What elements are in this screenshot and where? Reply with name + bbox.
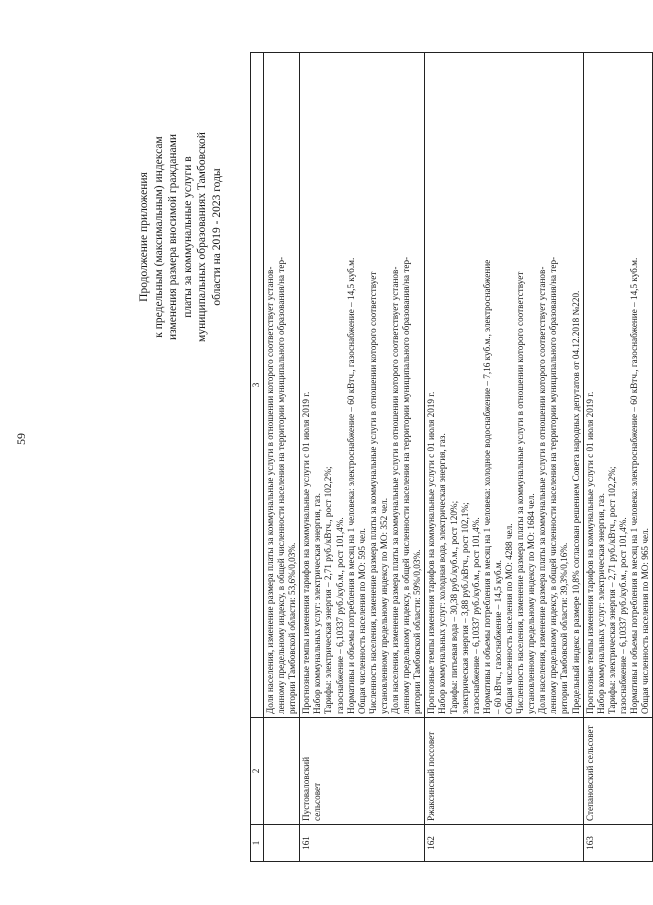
table-row-continued [264, 53, 300, 862]
text-line: Общая численность населения по МО: 965 чел. [640, 528, 651, 714]
row-number-cell [264, 825, 300, 862]
text-line: ритории Тамбовской области: 59%/0,03%. [412, 549, 423, 714]
description-cell [425, 53, 583, 718]
text-line: установленному предельному индексу по МО: 1684 чел. [526, 493, 537, 714]
heading-line: муниципальных образованиях Тамбовской [196, 132, 208, 342]
row-number-cell: 162 [425, 825, 583, 862]
text-line: Предельный индекс в размере 10,8% согласован решением Совета народных депутатов от 04.12.2018 №220. [570, 290, 581, 714]
municipality-cell [264, 718, 300, 825]
municipality-cell: Пустоваловский сельсовет [300, 718, 425, 825]
text-line: Набор коммунальных услуг: электрическая энергия, газ. [595, 493, 606, 714]
row-number-cell: 161 [300, 825, 425, 862]
text-line: ленному предельному индексу, в общей численности населения на территории муниципального образования/на тер- [548, 256, 559, 714]
table-row [425, 53, 583, 862]
text-line: Доля населения, изменение размера платы за коммунальные услуги в отношении которого соответствует установ- [390, 266, 401, 714]
text-line: ритории Тамбовской области: 39,3%/0,16%. [559, 542, 570, 714]
table-header-row [251, 53, 264, 862]
appendix-heading [137, 87, 224, 387]
text-line: Набор коммунальных услуг: холодная вода, электрическая энергия, газ. [437, 433, 448, 714]
heading-line: области на 2019 - 2023 годы [210, 168, 223, 306]
text-line: – 60 кВтч., газоснабжение – 14,5 куб.м. [492, 560, 503, 714]
column-header: 3 [251, 53, 264, 718]
text-line: Доля населения, изменение размера платы за коммунальные услуги в отношении которого соответствует установ- [537, 266, 548, 714]
text-line: Нормативы и объемы потребления в месяц на 1 человека: электроснабжение – 60 кВтч., газоснабжение – 14,5 куб.м. [345, 257, 356, 714]
text-line: Тарифы: электрическая энергия – 2,71 руб./кВтч., рост 102,2%; [606, 466, 617, 714]
text-line: ритории Тамбовской области: 53,6%/0,03%. [287, 542, 298, 714]
heading-line: Продолжение приложения [138, 172, 150, 302]
heading-line: к предельным (максимальным) индексам [152, 136, 165, 338]
tariff-table [250, 52, 653, 862]
text-line: Общая численность населения по МО: 4288 чел. [503, 523, 514, 714]
text-line: Прогнозные темпы изменения тарифов на коммунальные услуги с 01 июля 2019 г. [426, 391, 437, 714]
text-line: Тарифы: питьевая вода – 30,38 руб./куб.м., рост 120%; [448, 500, 459, 714]
heading-line: изменения размера вносимой гражданами [167, 133, 179, 341]
municipality-cell: Ржаксинский поссовет [425, 718, 583, 825]
text-line: Общая численность населения по МО: 595 чел. [356, 528, 367, 714]
text-line: ленному предельному индексу, в общей численности населения на территории муниципального образования/на тер- [276, 256, 287, 714]
text-line: Доля населения, изменение размера платы за коммунальные услуги в отношении которого соответствует установ- [265, 266, 275, 714]
text-line: газоснабжение – 6,10337 руб./куб.м., рост 101,4%. [334, 517, 345, 714]
text-line: установленному предельному индексу по МО: 352 чел. [378, 497, 389, 714]
text-line: газоснабжение – 6,10337 руб./куб.м., рост 101,4%. [617, 517, 628, 714]
description-cell [300, 53, 425, 718]
column-header: 2 [251, 718, 264, 825]
municipality-cell: Степановский сельсовет [583, 718, 653, 825]
text-line: Тарифы: электрическая энергия – 2,71 руб./кВтч., рост 102,2%; [323, 466, 334, 714]
text-line: Численность населения, изменение размера платы за коммунальные услуги в отношении которого соответствует [515, 271, 526, 714]
text-line: Набор коммунальных услуг: электрическая энергия, газ. [312, 493, 323, 714]
text-line: Нормативы и объемы потребления в месяц на 1 человека: электроснабжение – 60 кВтч., газоснабжение – 14,5 куб.м. [629, 257, 639, 714]
heading-line: платы за коммунальные услуги в [181, 156, 194, 318]
table-row [583, 53, 653, 862]
text-line: Нормативы и объемы потребления в месяц на 1 человека: холодное водоснабжение – 7,16 куб.м., электроснабжение [481, 259, 492, 714]
rotated-page [135, 52, 651, 862]
column-header: 1 [251, 825, 264, 862]
table-row [300, 53, 425, 862]
text-line: ленному предельному индексу, в общей численности населения на территории муниципального образования/на тер- [401, 256, 412, 714]
text-line: Прогнозные темпы изменения тарифов на коммунальные услуги с 01 июля 2019 г. [584, 391, 595, 714]
text-line: газоснабжение – 6,10337 руб./куб.м., рост 101,4%. [470, 517, 481, 714]
row-number-cell: 163 [583, 825, 653, 862]
description-cell [583, 53, 653, 718]
text-line: Прогнозные темпы изменения тарифов на коммунальные услуги с 01 июля 2019 г. [301, 391, 312, 714]
text-line: Численность населения, изменение размера платы за коммунальные услуги в отношении которого соответствует [367, 271, 378, 714]
page-number: 59 [14, 433, 28, 445]
text-line: электрическая энергия – 3,88 руб./кВтч., рост 102,1%; [459, 502, 470, 714]
description-cell [264, 53, 300, 718]
